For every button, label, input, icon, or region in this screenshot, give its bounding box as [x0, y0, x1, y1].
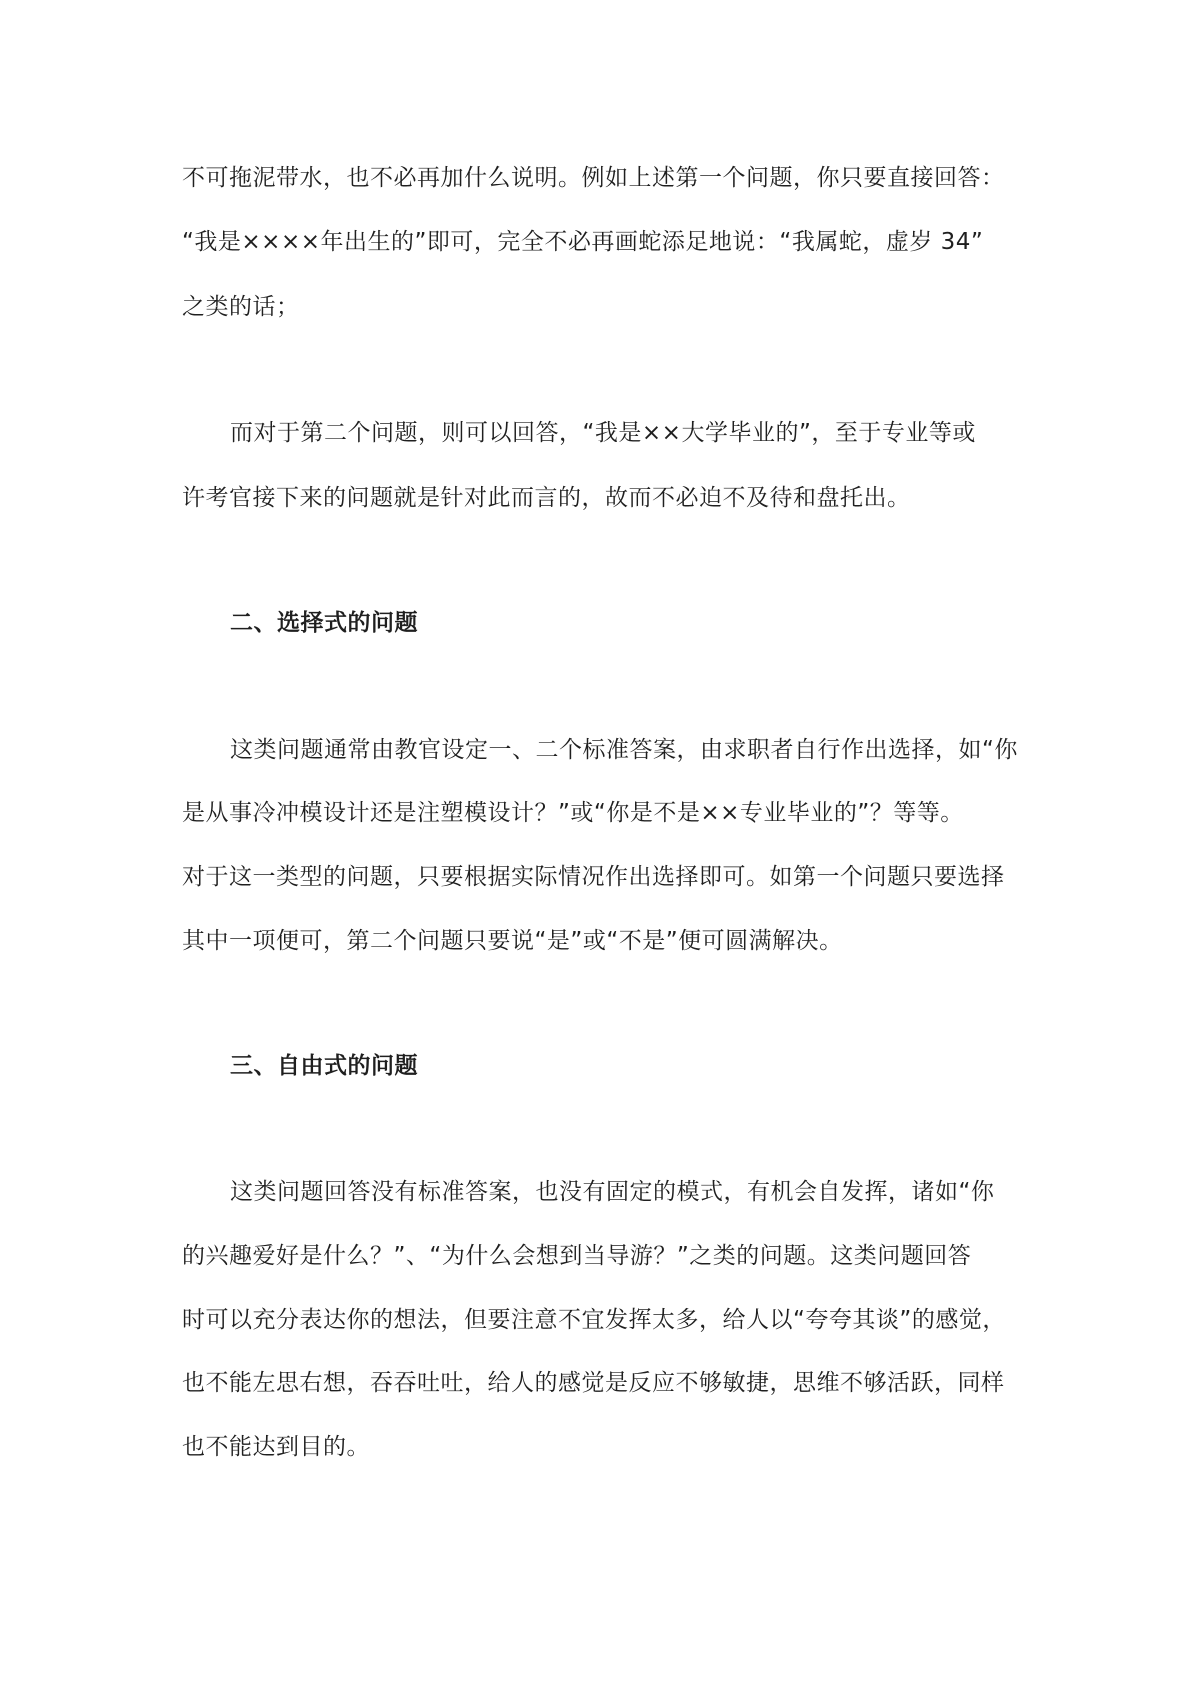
paragraph-line: 时可以充分表达你的想法，但要注意不宜发挥太多，给人以“夸夸其谈”的感觉，: [182, 1307, 1006, 1333]
section-heading: 二、选择式的问题: [230, 610, 418, 636]
paragraph-line: 许考官接下来的问题就是针对此而言的，故而不必迫不及待和盘托出。: [182, 485, 911, 511]
paragraph-line: 是从事冷冲模设计还是注塑模设计？”或“你是不是××专业毕业的”？等等。: [182, 800, 964, 826]
paragraph-line: 也不能左思右想，吞吞吐吐，给人的感觉是反应不够敏捷，思维不够活跃，同样: [182, 1370, 1005, 1396]
paragraph-line: 这类问题通常由教官设定一、二个标准答案，由求职者自行作出选择，如“你: [230, 737, 1018, 763]
paragraph-line: 也不能达到目的。: [182, 1434, 370, 1460]
paragraph-line: 之类的话；: [182, 294, 300, 320]
paragraph-line: 的兴趣爱好是什么？”、“为什么会想到当导游？”之类的问题。这类问题回答: [182, 1243, 972, 1269]
paragraph-line: 这类问题回答没有标准答案，也没有固定的模式，有机会自发挥，诸如“你: [230, 1179, 995, 1205]
section-heading: 三、自由式的问题: [230, 1053, 418, 1079]
paragraph-line: 对于这一类型的问题，只要根据实际情况作出选择即可。如第一个问题只要选择: [182, 864, 1005, 890]
paragraph-line: 不可拖泥带水，也不必再加什么说明。例如上述第一个问题，你只要直接回答：: [182, 165, 1005, 191]
paragraph-line: 而对于第二个问题，则可以回答，“我是××大学毕业的”，至于专业等或: [230, 420, 976, 446]
paragraph-line: 其中一项便可，第二个问题只要说“是”或“不是”便可圆满解决。: [182, 928, 843, 954]
paragraph-line: “我是××××年出生的”即可，完全不必再画蛇添足地说：“我属蛇，虚岁 34”: [182, 229, 984, 255]
